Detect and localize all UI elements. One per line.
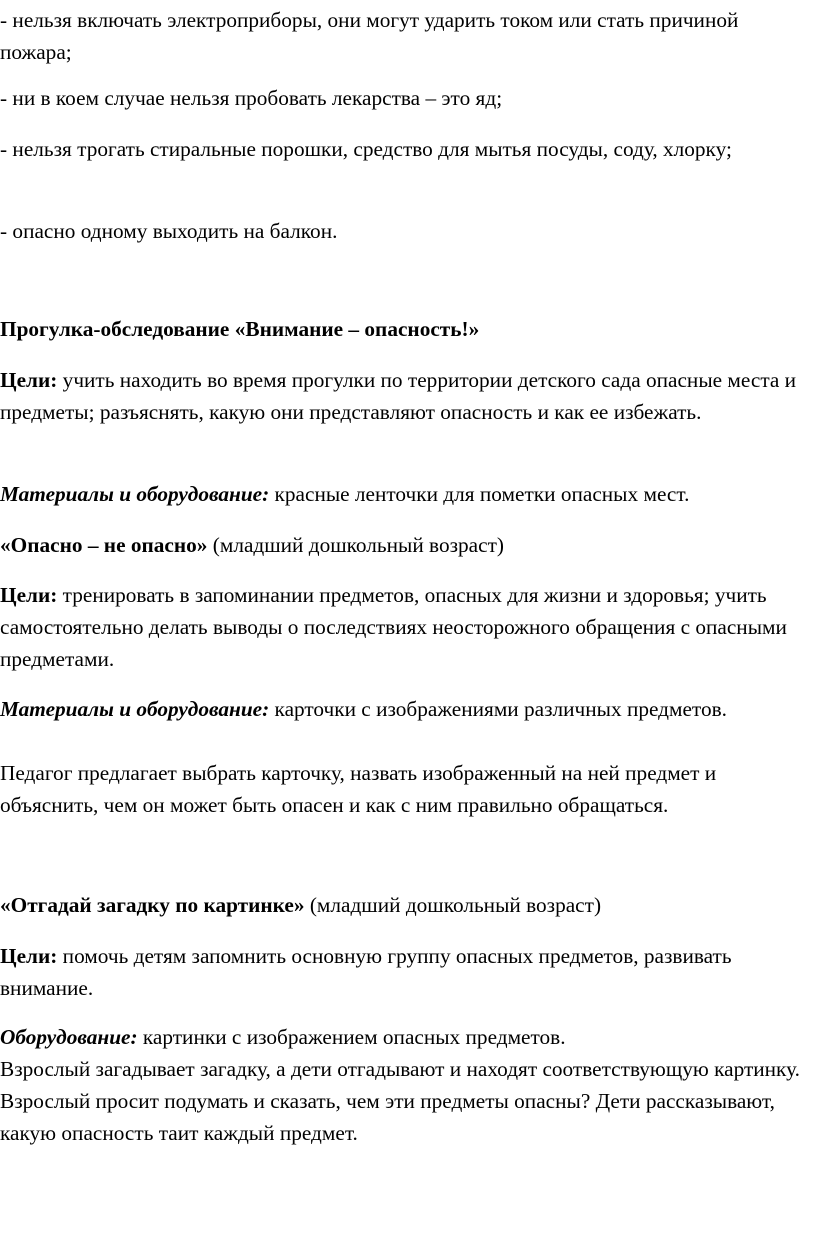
game2-equipment-text: картинки с изображением опасных предметов.	[137, 1025, 566, 1049]
game2-goals	[0, 940, 814, 1004]
walk-materials	[0, 478, 814, 510]
game1-title: «Опасно – не опасно»	[0, 533, 208, 557]
game2-description: Взрослый загадывает загадку, а дети отгадывают и находят соответствующую картинку. Взрослый просит подумать и сказать, чем эти предметы опасны? Дети рассказывают, какую опасность таит каждый предмет.	[0, 1057, 800, 1145]
game1-materials-text: карточки с изображениями различных предметов.	[269, 697, 727, 721]
walk-goals	[0, 364, 814, 428]
game1-goals-text: тренировать в запоминании предметов, опасных для жизни и здоровья; учить самостоятельно делать выводы о последствиях неосторожного обращения с опасными предметами.	[0, 583, 787, 671]
walk-goals-label: Цели:	[0, 368, 58, 392]
game1-heading	[0, 529, 814, 561]
game1-age: (младший дошкольный возраст)	[207, 533, 504, 557]
game2-age: (младший дошкольный возраст)	[304, 893, 602, 917]
game1-goals	[0, 579, 814, 675]
game2-goals-text: помочь детям запомнить основную группу опасных предметов, развивать внимание.	[0, 944, 732, 1000]
game1-materials-label: Материалы и оборудование:	[0, 697, 270, 721]
walk-title: Прогулка-обследование «Внимание – опасность!»	[0, 317, 480, 341]
game1-materials	[0, 693, 814, 725]
game2-equipment-label: Оборудование:	[0, 1025, 138, 1049]
game2-heading	[0, 889, 814, 921]
game1-goals-label: Цели:	[0, 583, 58, 607]
rule-balcony: - опасно одному выходить на балкон.	[0, 219, 338, 243]
game1-description: Педагог предлагает выбрать карточку, назвать изображенный на ней предмет и объяснить, чем он может быть опасен и как с ним правильно обращаться.	[0, 761, 717, 817]
walk-materials-text: красные ленточки для пометки опасных мест.	[269, 482, 690, 506]
rule-electrical: - нельзя включать электроприборы, они могут ударить током или стать причиной пожара;	[0, 8, 739, 64]
rule-medicine: - ни в коем случае нельзя пробовать лекарства – это яд;	[0, 86, 503, 110]
game2-goals-label: Цели:	[0, 944, 58, 968]
walk-goals-text: учить находить во время прогулки по территории детского сада опасные места и предметы; разъяснять, какую они представляют опасность и как ее избежать.	[0, 368, 797, 424]
game2-title: «Отгадай загадку по картинке»	[0, 893, 305, 917]
walk-materials-label: Материалы и оборудование:	[0, 482, 270, 506]
game2-equipment	[0, 1021, 814, 1053]
rule-chemicals: - нельзя трогать стиральные порошки, средство для мытья посуды, соду, хлорку;	[0, 137, 732, 161]
